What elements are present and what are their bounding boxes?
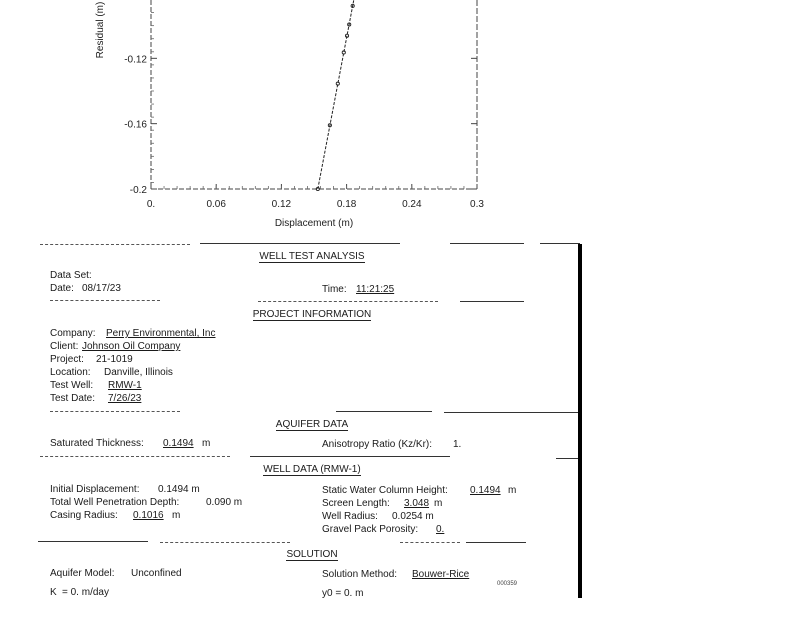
anisotropy-label: Anisotropy Ratio (Kz/Kr): (322, 439, 433, 450)
penetration-value: 0.090 m (206, 497, 243, 508)
y-axis-label: Residual (m) (95, 1, 106, 59)
x-tick-label: 0. (146, 199, 156, 210)
gravel-porosity-value: 0. (436, 524, 445, 535)
initial-displacement-label: Initial Displacement: (50, 484, 140, 495)
x-axis-label: Displacement (m) (274, 218, 354, 229)
static-column-unit: m (508, 485, 517, 496)
test-well-value: RMW-1 (108, 380, 142, 391)
penetration-label: Total Well Penetration Depth: (50, 497, 180, 508)
project-value: 21-1019 (96, 354, 133, 365)
k-value: = 0. m/day (62, 587, 109, 598)
divider (250, 456, 450, 457)
time-value: 11:21:25 (356, 284, 395, 295)
x-tick-label: 0.12 (271, 199, 292, 210)
casing-radius-value: 0.1016 (133, 510, 164, 521)
divider (40, 456, 230, 457)
date-value: 08/17/23 (82, 283, 121, 294)
well-radius-label: Well Radius: (322, 511, 378, 522)
casing-radius-label: Casing Radius: (50, 510, 118, 521)
y-tick-label: -0.2 (129, 185, 147, 196)
divider (450, 243, 524, 244)
x-tick-label: 0.06 (206, 199, 226, 210)
solution-heading: SOLUTION (286, 549, 338, 560)
divider (540, 243, 580, 244)
well-data-heading: WELL DATA (RMW-1) (263, 464, 361, 475)
location-value: Danville, Illinois (104, 367, 173, 378)
project-heading: PROJECT INFORMATION (252, 309, 372, 320)
test-date-label: Test Date: (50, 393, 96, 404)
date-label: Date: (50, 283, 74, 294)
divider (50, 300, 160, 301)
client-label: Client: (50, 341, 79, 352)
client-value: Johnson Oil Company (82, 341, 181, 352)
y-tick-label: -0.12 (124, 54, 147, 66)
thickness-label: Saturated Thickness: (50, 438, 144, 449)
divider (38, 541, 148, 542)
initial-displacement-value: 0.1494 m (158, 484, 200, 495)
test-date-value: 7/26/23 (108, 393, 142, 404)
divider (556, 458, 578, 459)
thickness-unit: m (202, 438, 211, 449)
time-label: Time: (322, 284, 347, 295)
screen-length-value: 3.048 (404, 498, 430, 509)
divider (40, 244, 190, 245)
location-label: Location: (50, 367, 91, 378)
aquifer-model-label: Aquifer Model: (50, 568, 115, 579)
aquifer-heading: AQUIFER DATA (275, 419, 349, 430)
test-well-label: Test Well: (50, 380, 94, 391)
static-column-label: Static Water Column Height: (322, 485, 448, 496)
gravel-porosity-label: Gravel Pack Porosity: (322, 524, 419, 535)
x-tick-label: 0.24 (402, 199, 422, 210)
solution-method-label: Solution Method: (322, 569, 398, 580)
divider (336, 411, 432, 412)
project-label: Project: (50, 354, 84, 365)
report-title: WELL TEST ANALYSIS (259, 251, 365, 262)
screen-length-label: Screen Length: (322, 498, 390, 509)
screen-length-unit: m (434, 498, 443, 509)
divider (160, 542, 290, 543)
divider (400, 542, 460, 543)
divider (200, 243, 400, 244)
company-label: Company: (50, 328, 96, 339)
y-tick-label: -0.16 (124, 119, 147, 131)
k-label: K (50, 587, 57, 598)
x-tick-label: 0.3 (470, 199, 484, 210)
anisotropy-value: 1. (453, 439, 462, 450)
casing-radius-unit: m (172, 510, 181, 521)
data-set-label: Data Set: (50, 270, 92, 281)
document-stamp-number: 000359 (497, 581, 518, 587)
divider (466, 542, 526, 543)
company-value: Perry Environmental, Inc (106, 328, 216, 339)
divider (460, 301, 524, 302)
page-edge-bar (578, 244, 582, 598)
solution-method-value: Bouwer-Rice (412, 569, 470, 580)
well-radius-value: 0.0254 m (392, 511, 434, 522)
thickness-value: 0.1494 (163, 438, 194, 449)
static-column-value: 0.1494 (470, 485, 501, 496)
divider (258, 301, 438, 302)
divider (444, 412, 578, 413)
divider (50, 411, 180, 412)
x-tick-label: 0.18 (336, 199, 357, 210)
y0-value: y0 = 0. m (322, 588, 364, 599)
aquifer-model-value: Unconfined (131, 568, 182, 579)
